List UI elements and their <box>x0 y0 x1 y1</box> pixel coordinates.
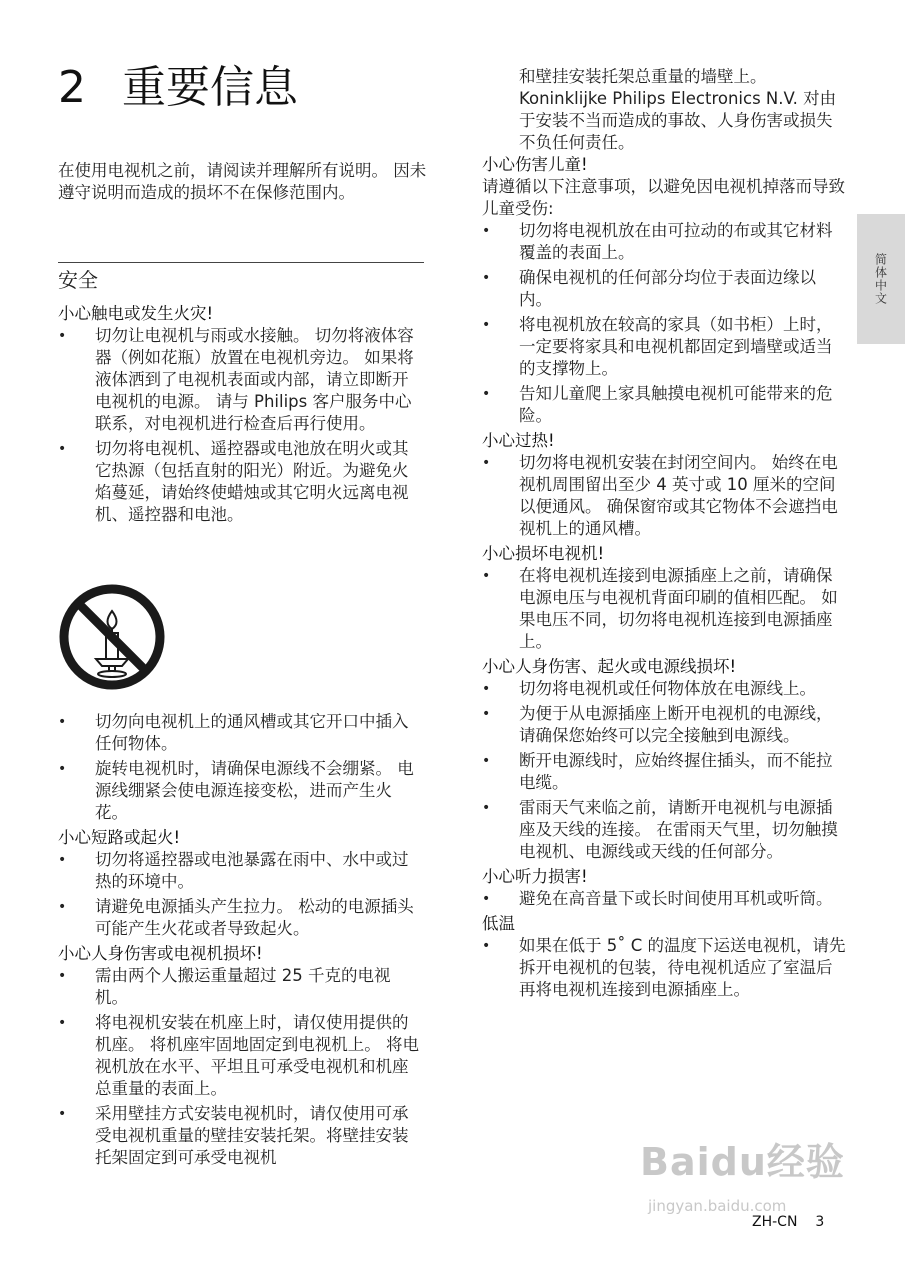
list-item: • 告知儿童爬上家具触摸电视机可能带来的危险。 <box>482 383 846 427</box>
no-candle-icon <box>58 583 166 691</box>
heading-overheat: 小心过热! <box>482 431 555 450</box>
heading-tv-damage: 小心损坏电视机! <box>482 544 605 563</box>
children-intro: 请遵循以下注意事项，以避免因电视机掉落而导致儿童受伤: <box>482 177 845 218</box>
list-item: • 将电视机放在较高的家具（如书柜）上时，一定要将家具和电视机都固定到墙壁或适当的支撑物上。 <box>482 314 846 380</box>
heading-children: 小心伤害儿童! <box>482 155 588 174</box>
language-side-tab-label: 简体中文 <box>873 253 888 305</box>
list-item: • 切勿向电视机上的通风槽或其它开口中插入任何物体。 <box>58 711 422 755</box>
heading-injury-damage: 小心人身伤害或电视机损坏! <box>58 944 263 963</box>
list-item: • 如果在低于 5˚ C 的温度下运送电视机，请先拆开电视机的包装，待电视机适应了室温后再将电视机连接到电源插座上。 <box>482 935 846 1001</box>
chapter-title <box>58 60 298 116</box>
right-column <box>482 66 846 1004</box>
heading-hearing: 小心听力损害! <box>482 867 588 886</box>
list-item: • 切勿将电视机安装在封闭空间内。 始终在电视机周围留出至少 4 英寸或 10 厘米的空间以便通风。 确保窗帘或其它物体不会遮挡电视机上的通风槽。 <box>482 452 846 540</box>
list-item: • 需由两个人搬运重量超过 25 千克的电视机。 <box>58 965 422 1009</box>
list-item: • 采用壁挂方式安装电视机时，请仅使用可承受电视机重量的壁挂安装托架。将壁挂安装托架固定到可承受电视机 <box>58 1103 422 1169</box>
list-item: • 将电视机安装在机座上时，请仅使用提供的机座。 将机座牢固地固定到电视机上。 将电视机放在水平、平坦且可承受电视机和机座总重量的表面上。 <box>58 1012 422 1100</box>
list-item: • 切勿将电视机放在由可拉动的布或其它材料覆盖的表面上。 <box>482 220 846 264</box>
heading-short-circuit: 小心短路或起火! <box>58 828 181 847</box>
chapter-title-text: 重要信息 <box>122 62 298 113</box>
language-side-tab <box>857 214 905 344</box>
list-item: • 为便于从电源插座上断开电视机的电源线，请确保您始终可以完全接触到电源线。 <box>482 703 846 747</box>
heading-low-temperature: 低温 <box>482 914 515 933</box>
heading-shock-fire: 小心触电或发生火灾! <box>58 304 214 323</box>
list-item: • 切勿将遥控器或电池暴露在雨中、水中或过热的环境中。 <box>58 849 422 893</box>
heading-power-cord: 小心人身伤害、起火或电源线损坏! <box>482 657 737 676</box>
list-item: • 在将电视机连接到电源插座上之前，请确保电源电压与电视机背面印刷的值相匹配。 如果电压不同，切勿将电视机连接到电源插座上。 <box>482 565 846 653</box>
list-item: • 确保电视机的任何部分均位于表面边缘以内。 <box>482 267 846 311</box>
watermark-logo-text: Baidu经验 <box>640 1140 845 1184</box>
list-item: • 切勿将电视机、遥控器或电池放在明火或其它热源（包括直射的阳光）附近。为避免火焰蔓延，请始终使蜡烛或其它明火远离电视机、遥控器和电池。 <box>58 438 422 526</box>
page-footer <box>752 1214 824 1230</box>
list-item: • 切勿将电视机或任何物体放在电源线上。 <box>482 678 846 700</box>
list-item: • 断开电源线时，应始终握住插头，而不能拉电缆。 <box>482 750 846 794</box>
left-block-lower <box>58 711 422 1172</box>
continuation-paragraph: 和壁挂安装托架总重量的墙壁上。Koninklijke Philips Electronics N.V. 对由于安装不当而造成的事故、人身伤害或损失不负任何责任。 <box>519 67 837 152</box>
chapter-number: 2 <box>58 62 86 113</box>
intro-paragraph: 在使用电视机之前，请阅读并理解所有说明。 因未遵守说明而造成的损坏不在保修范围内。 <box>58 161 427 202</box>
watermark-url: jingyan.baidu.com <box>648 1197 787 1215</box>
page-number: 3 <box>815 1214 825 1230</box>
left-block-fire <box>58 303 422 529</box>
list-item: • 切勿让电视机与雨或水接触。 切勿将液体容器（例如花瓶）放置在电视机旁边。 如果将液体洒到了电视机表面或内部，请立即断开电视机的电源。 请与 Philips 客户服务中心联系，对电视机进行检查后再行使用。 <box>58 325 422 435</box>
footer-language-code: ZH-CN <box>752 1214 798 1230</box>
list-item: • 雷雨天气来临之前，请断开电视机与电源插座及天线的连接。 在雷雨天气里，切勿触摸电视机、电源线或天线的任何部分。 <box>482 797 846 863</box>
section-title-safety: 安全 <box>58 262 424 293</box>
list-item: • 请避免电源插头产生拉力。 松动的电源插头可能产生火花或者导致起火。 <box>58 896 422 940</box>
list-item: • 旋转电视机时，请确保电源线不会绷紧。 电源线绷紧会使电源连接变松，进而产生火花。 <box>58 758 422 824</box>
list-item: • 避免在高音量下或长时间使用耳机或听筒。 <box>482 888 846 910</box>
